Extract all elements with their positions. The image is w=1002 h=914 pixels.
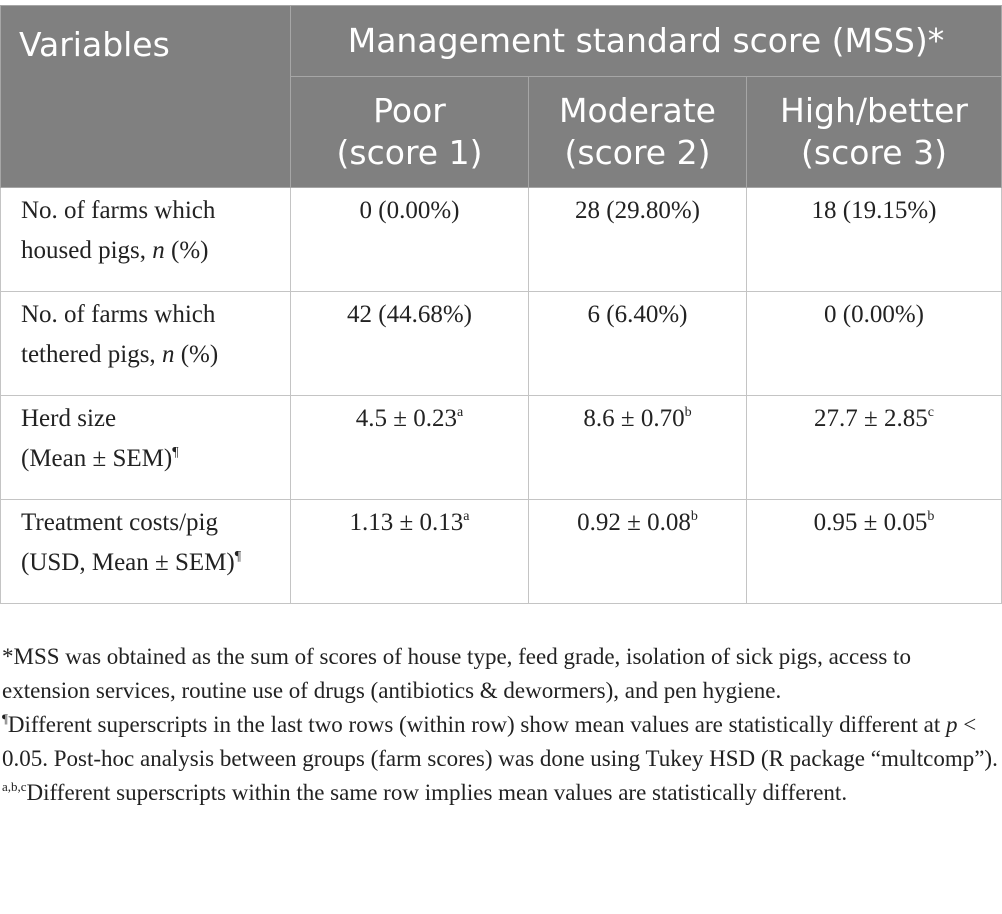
footnote-mss: *MSS was obtained as the sum of scores of house type, feed grade, isolation of sick pigs, access to extension services, routine use of drugs (antibiotics & dewormers), and pen hygiene.	[2, 644, 911, 703]
footnote-mark: ¶	[2, 711, 8, 726]
footnote-text: Different superscripts in the last two rows (within row) show mean values are statistically different at	[7, 712, 946, 737]
row-label-line1: Treatment costs/pig	[21, 509, 218, 536]
mss-group-header: Management standard score (MSS)*	[291, 6, 1002, 77]
cell-superscript: b	[684, 405, 692, 420]
table-cell-high	[747, 396, 1002, 500]
cell-superscript: b	[690, 509, 698, 524]
table-cell-moderate	[529, 292, 747, 396]
cell-superscript: c	[927, 405, 934, 420]
footnote-text: Different superscripts within the same row implies mean values are statistically different.	[26, 780, 848, 805]
col-header-poor-name: Poor	[373, 91, 446, 130]
cell-superscript: a	[457, 405, 464, 420]
cell-superscript: a	[463, 509, 470, 524]
table-row	[1, 292, 1002, 396]
table-cell-high	[747, 188, 1002, 292]
col-header-poor	[291, 77, 529, 188]
table-cell-high	[747, 292, 1002, 396]
col-header-moderate-name: Moderate	[559, 91, 716, 130]
row-label-line2: tethered pigs,	[21, 341, 162, 368]
table-cell-moderate	[529, 188, 747, 292]
footnote-significance	[2, 708, 1000, 776]
cell-superscript: b	[927, 509, 935, 524]
row-label-line2: (USD, Mean ± SEM)	[21, 549, 235, 576]
cell-value: 27.7 ± 2.85	[814, 405, 928, 432]
cell-value: 4.5 ± 0.23	[355, 405, 457, 432]
col-header-poor-score: (score 1)	[336, 133, 483, 172]
table-cell-poor	[291, 396, 529, 500]
cell-value: 8.6 ± 0.70	[583, 405, 685, 432]
cell-value: 28 (29.80%)	[575, 197, 700, 224]
table-cell-poor	[291, 188, 529, 292]
footnote-mark: ¶	[172, 445, 179, 460]
row-label-line1: No. of farms which	[21, 301, 216, 328]
footnote-superscripts	[2, 776, 1000, 810]
table-row	[1, 500, 1002, 604]
row-label-line1: No. of farms which	[21, 197, 216, 224]
row-label	[1, 188, 291, 292]
row-label-suffix: (%)	[164, 237, 209, 264]
table-row	[1, 188, 1002, 292]
table-cell-poor	[291, 500, 529, 604]
cell-value: 0.95 ± 0.05	[813, 509, 928, 536]
table-cell-poor	[291, 292, 529, 396]
row-label-suffix: (%)	[174, 341, 219, 368]
cell-value: 1.13 ± 0.13	[349, 509, 464, 536]
col-header-high-score: (score 3)	[801, 133, 947, 172]
col-header-moderate-score: (score 2)	[564, 133, 711, 172]
footnote-mark: a,b,c	[2, 779, 27, 794]
col-header-high-name: High/better	[780, 91, 968, 130]
table-cell-high	[747, 500, 1002, 604]
header-row-top	[1, 6, 1002, 77]
footnote-text: < 0.05. Post-hoc analysis between groups (farm scores) was done using Tukey HSD (R package “multcomp”).	[2, 712, 998, 771]
cell-value: 6 (6.40%)	[587, 301, 688, 328]
mss-table	[0, 5, 1002, 604]
table-cell-moderate	[529, 500, 747, 604]
footnote-italic: p	[945, 712, 958, 737]
table-cell-moderate	[529, 396, 747, 500]
row-label-line2: (Mean ± SEM)	[21, 445, 173, 472]
row-label-line1: Herd size	[21, 405, 117, 432]
row-label	[1, 396, 291, 500]
col-header-moderate	[529, 77, 747, 188]
row-label	[1, 292, 291, 396]
cell-value: 0 (0.00%)	[359, 197, 460, 224]
table-footnotes	[2, 634, 1000, 810]
row-label-line2: housed pigs,	[21, 237, 153, 264]
cell-value: 18 (19.15%)	[811, 197, 937, 224]
row-label-italic: n	[152, 237, 165, 264]
variables-header: Variables	[1, 6, 291, 188]
cell-value: 42 (44.68%)	[347, 301, 472, 328]
row-label-italic: n	[161, 341, 175, 368]
table-row	[1, 396, 1002, 500]
col-header-high	[747, 77, 1002, 188]
cell-value: 0.92 ± 0.08	[577, 509, 691, 536]
footnote-mark: ¶	[234, 549, 242, 564]
cell-value: 0 (0.00%)	[824, 301, 924, 328]
row-label	[1, 500, 291, 604]
